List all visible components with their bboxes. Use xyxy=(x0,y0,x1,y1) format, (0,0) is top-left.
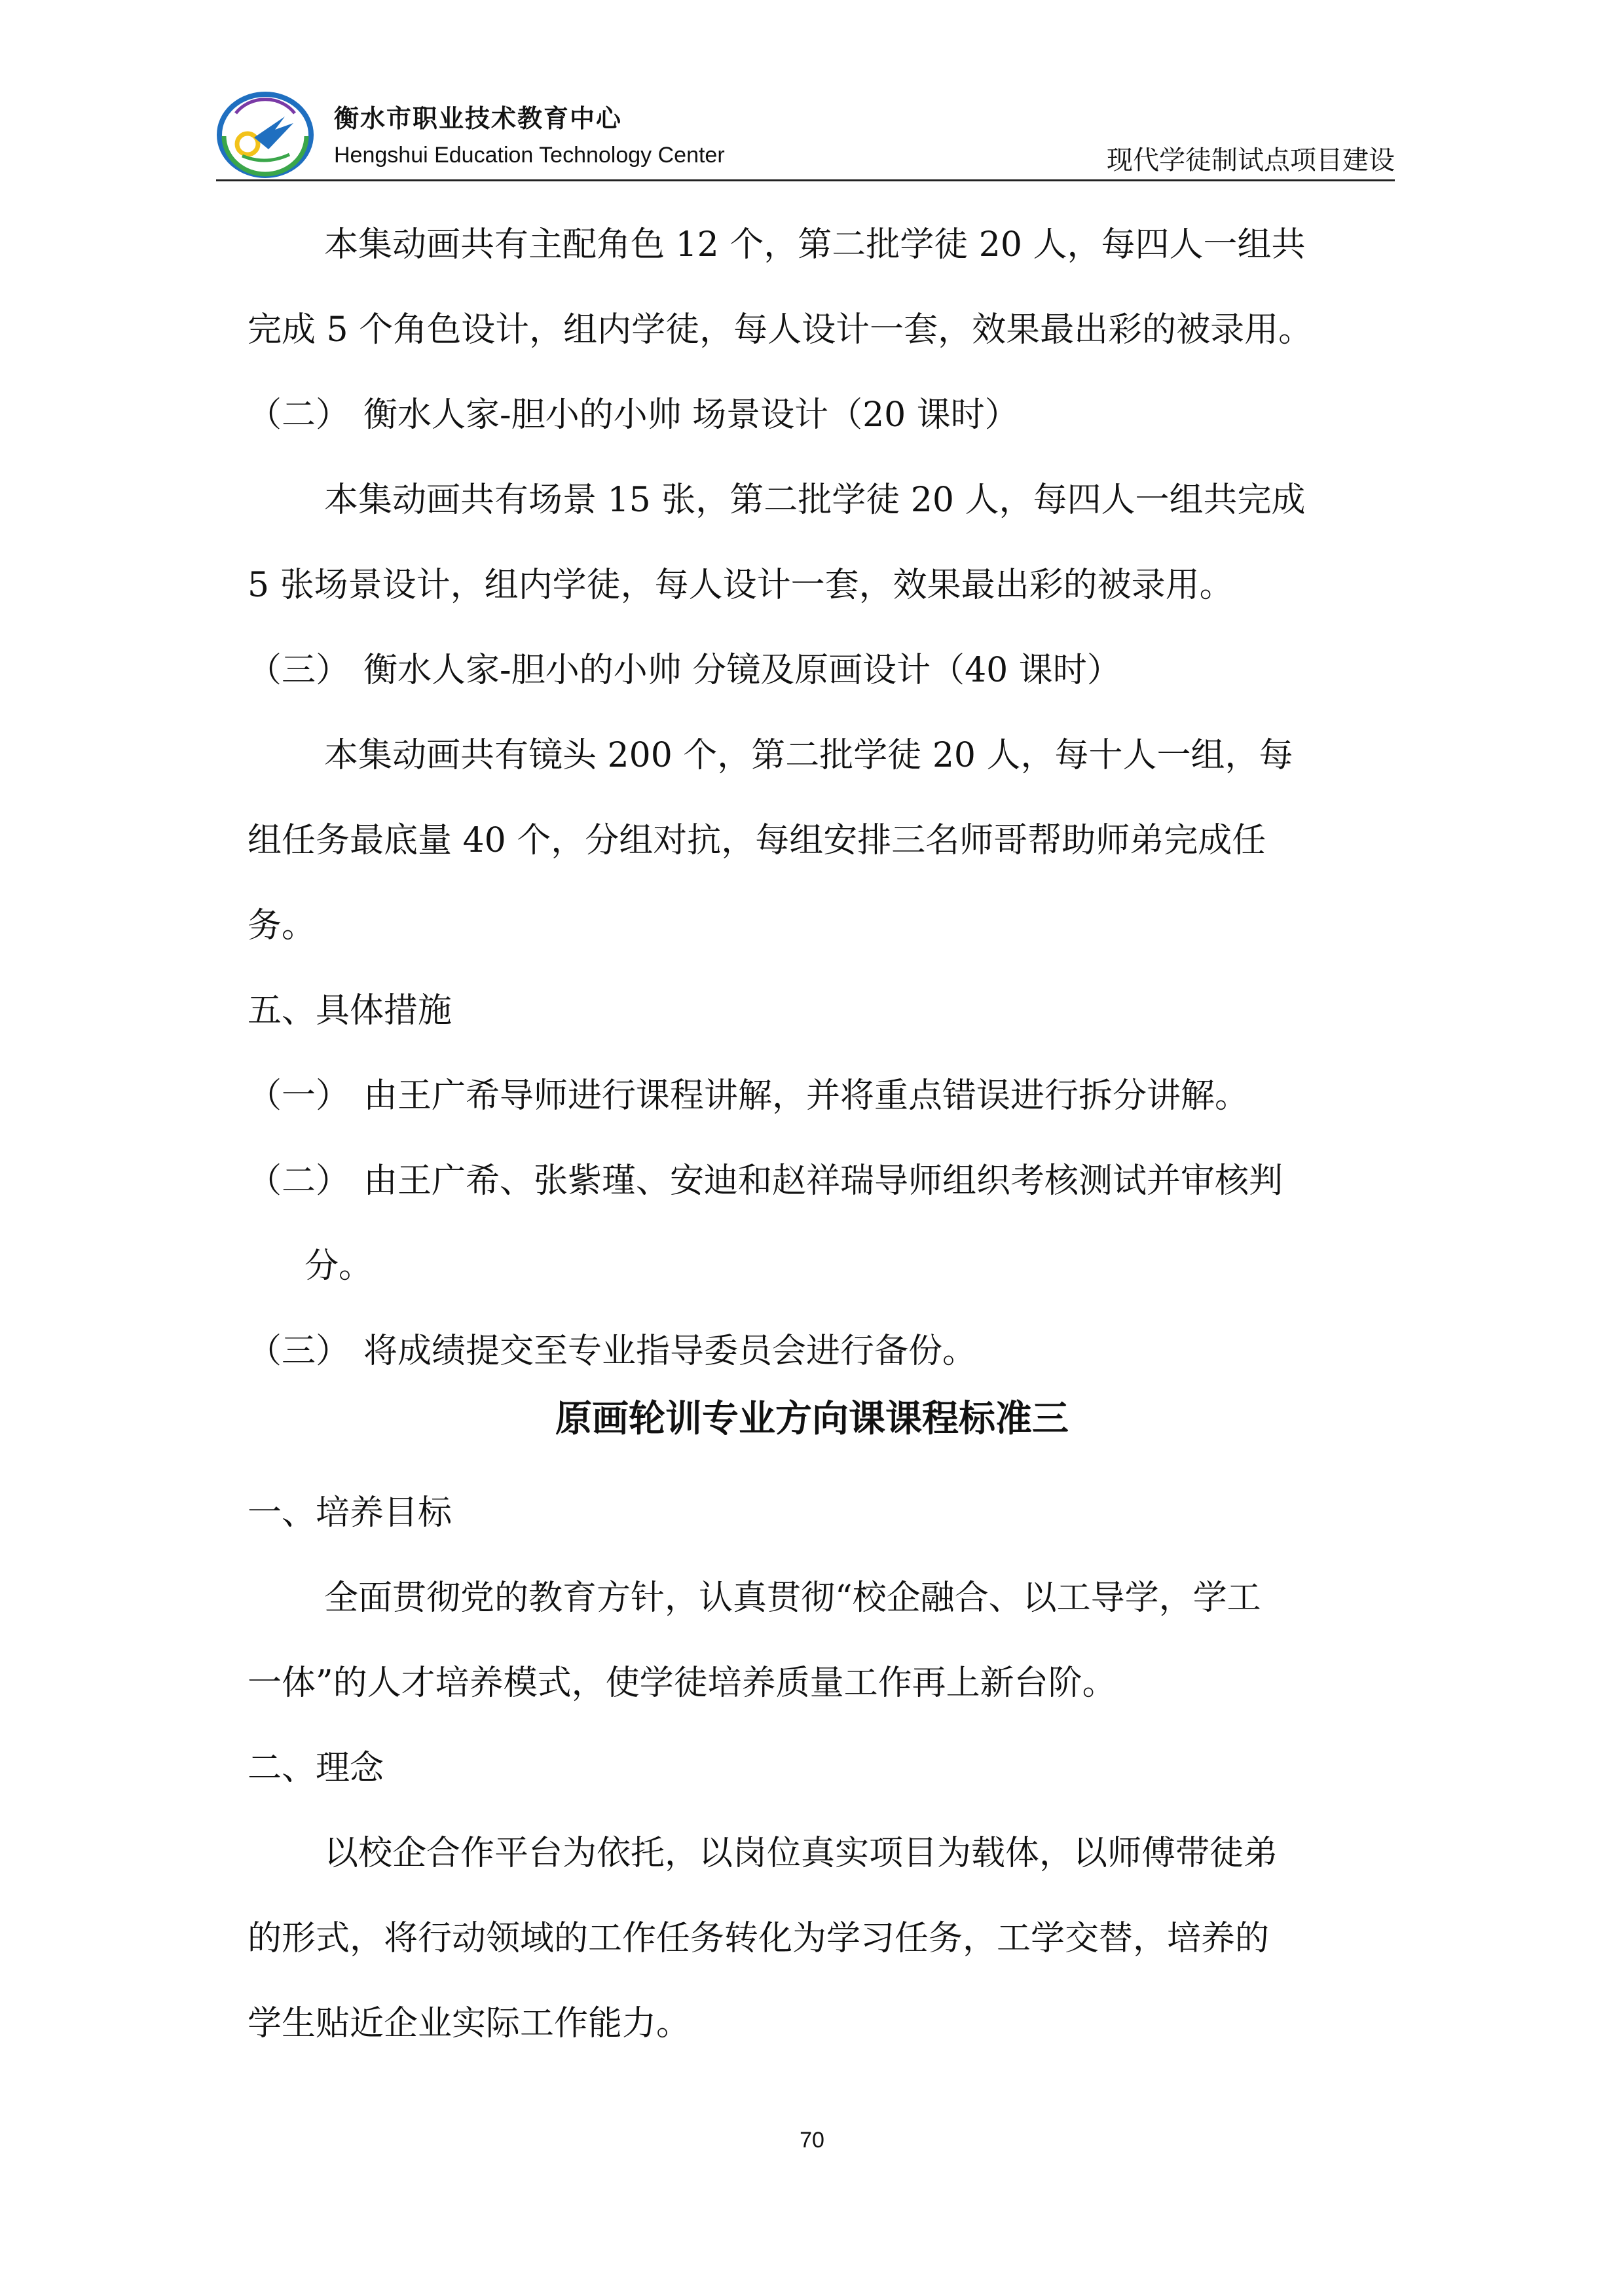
paragraph-line: 的形式，将行动领域的工作任务转化为学习任务，工学交替，培养的 xyxy=(248,1919,1270,1958)
paragraph-line: 本集动画共有镜头 200 个，第二批学徒 20 人，每十人一组，每 xyxy=(324,736,1293,775)
subsection-heading: 衡水人家-胆小的小帅 分镜及原画设计（40 课时） xyxy=(363,651,1121,690)
list-item-text: 分。 xyxy=(304,1247,373,1286)
org-chinese-name: 衡水市职业技术教育中心 xyxy=(334,104,623,133)
paragraph-line: 完成 5 个角色设计，组内学徒，每人设计一套，效果最出彩的被录用。 xyxy=(248,310,1313,350)
paragraph-line: 学生贴近企业实际工作能力。 xyxy=(248,2004,691,2043)
list-item-number: （二） xyxy=(248,1161,350,1201)
list-item-text: 将成绩提交至专业指导委员会进行备份。 xyxy=(363,1332,977,1371)
paragraph-line: 务。 xyxy=(248,906,316,945)
project-title: 现代学徒制试点项目建设 xyxy=(1107,145,1395,175)
list-item-text: 由王广希导师进行课程讲解，并将重点错误进行拆分讲解。 xyxy=(363,1076,1249,1116)
section-heading: 一、培养目标 xyxy=(248,1493,452,1533)
paragraph-line: 本集动画共有场景 15 张，第二批学徒 20 人，每四人一组共完成 xyxy=(324,481,1306,520)
paragraph-line: 5 张场景设计，组内学徒，每人设计一套，效果最出彩的被录用。 xyxy=(248,566,1234,605)
subsection-heading: 衡水人家-胆小的小帅 场景设计（20 课时） xyxy=(363,395,1019,435)
list-item-number: （一） xyxy=(248,1076,350,1116)
org-english-name: Hengshui Education Technology Center xyxy=(334,143,725,168)
section-heading: 五、具体措施 xyxy=(248,991,452,1030)
subsection-number: （三） xyxy=(248,651,350,690)
paragraph-line: 本集动画共有主配角色 12 个，第二批学徒 20 人，每四人一组共 xyxy=(324,225,1306,264)
paragraph-line: 一体”的人才培养模式，使学徒培养质量工作再上新台阶。 xyxy=(248,1664,1116,1703)
subsection-number: （二） xyxy=(248,395,350,435)
page-header xyxy=(216,90,1395,182)
paragraph-line: 全面贯彻党的教育方针，认真贯彻“校企融合、以工导学，学工 xyxy=(324,1578,1261,1618)
school-logo xyxy=(216,90,314,179)
header-divider xyxy=(216,179,1395,181)
list-item-number: （三） xyxy=(248,1332,350,1371)
paragraph-line: 以校企合作平台为依托，以岗位真实项目为载体，以师傅带徒弟 xyxy=(324,1834,1278,1873)
paragraph-line: 组任务最底量 40 个，分组对抗，每组安排三名师哥帮助师弟完成任 xyxy=(248,821,1266,860)
section-heading: 二、理念 xyxy=(248,1749,384,1788)
course-standard-title: 原画轮训专业方向课课程标准三 xyxy=(555,1398,1069,1440)
list-item-text: 由王广希、张紫瑾、安迪和赵祥瑞导师组织考核测试并审核判 xyxy=(363,1161,1283,1201)
page-number: 70 xyxy=(800,2128,824,2153)
